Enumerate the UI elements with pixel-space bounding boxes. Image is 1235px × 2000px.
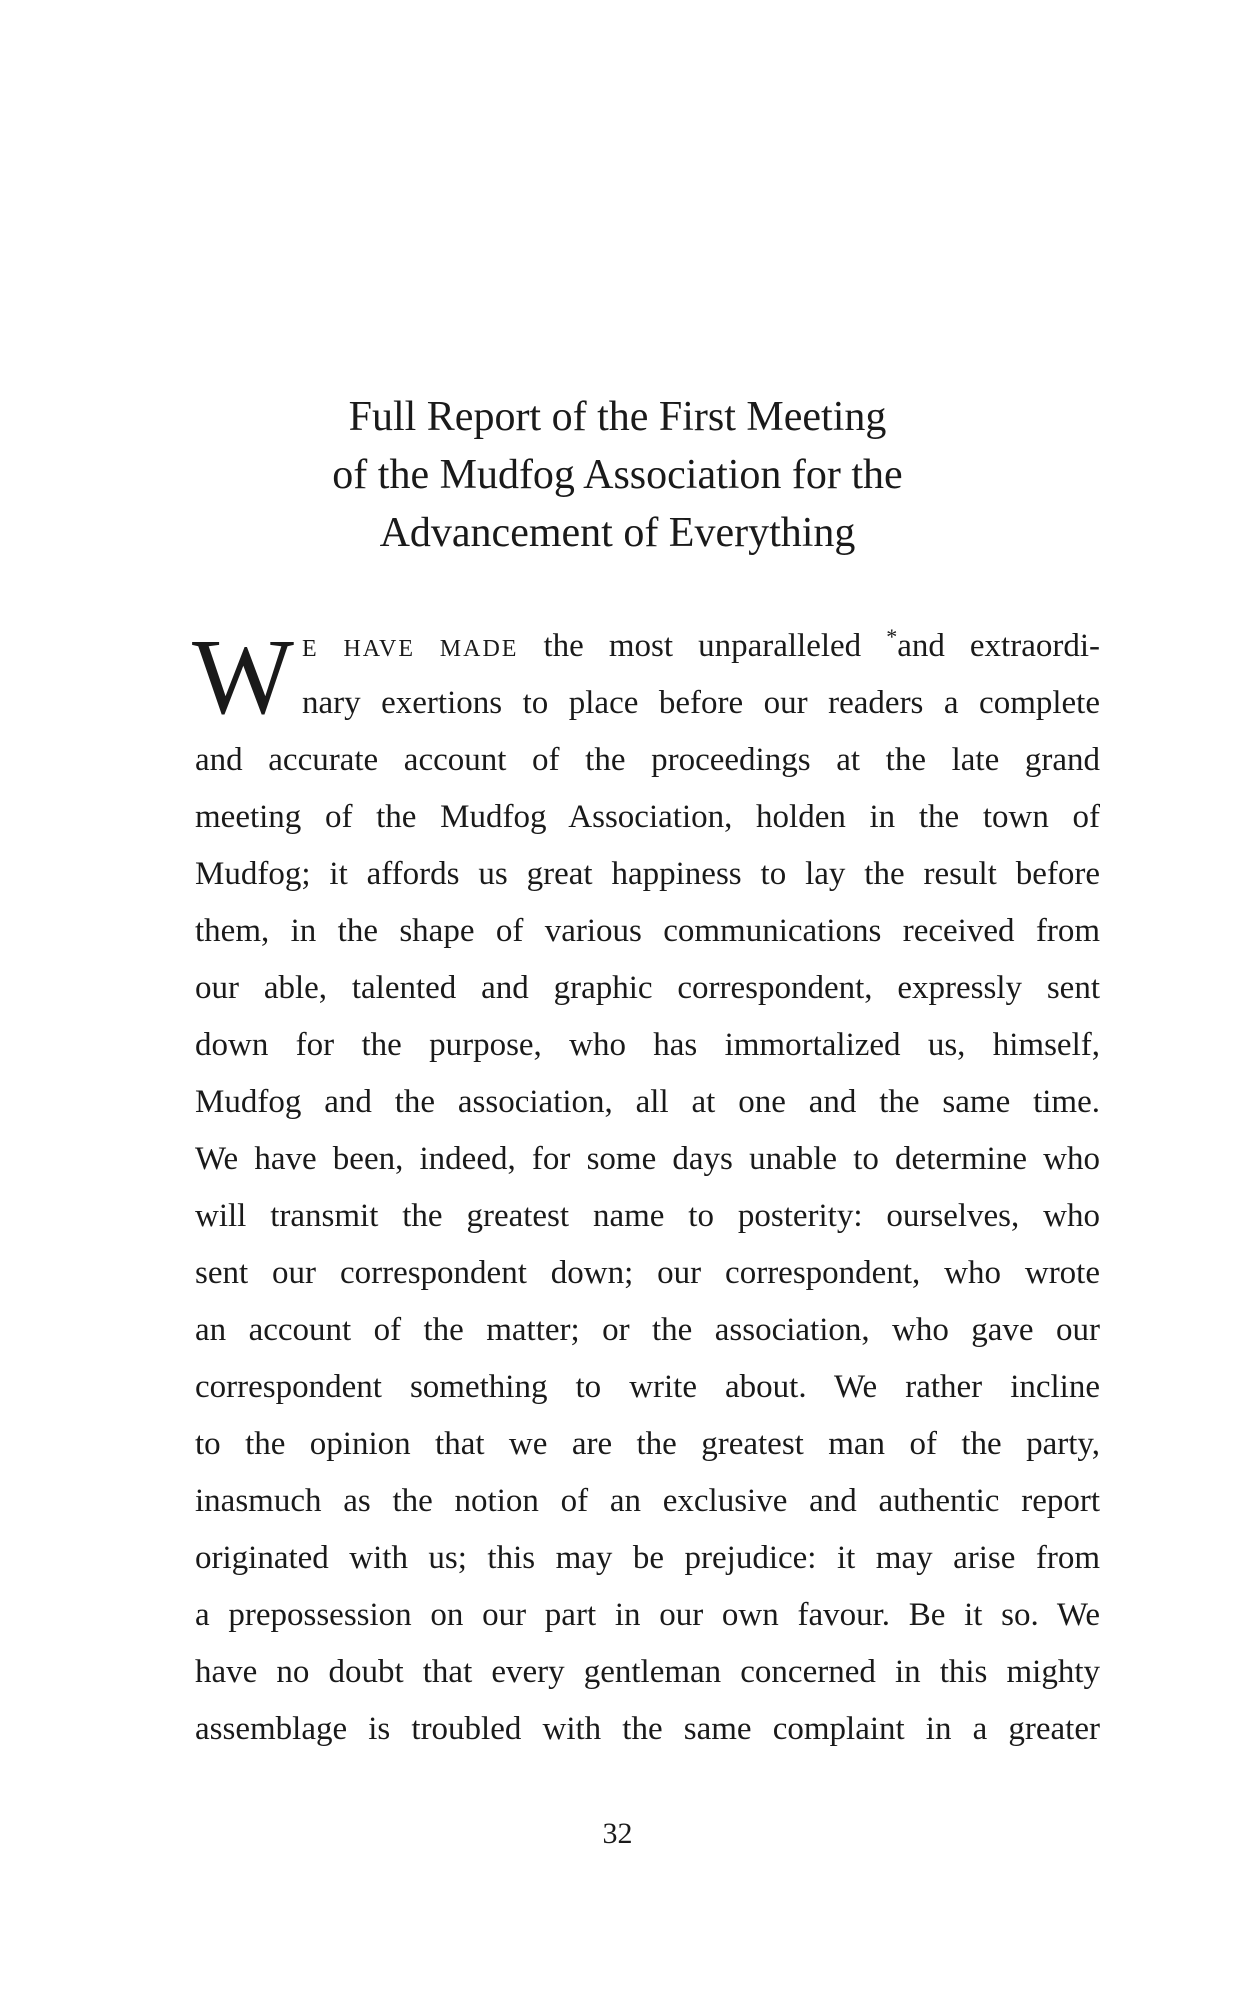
body-line-18: a prepossession on our part in our own favour. Be it so. We [195, 1597, 1100, 1633]
chapter-title [0, 388, 1235, 562]
footnote-mark: * [886, 624, 898, 649]
opening-text-end: and extraordi- [897, 628, 1101, 664]
body-line-10: We have been, indeed, for some days unable to determine who [195, 1141, 1100, 1177]
body-line-4: meeting of the Mudfog Association, holden in the town of [195, 799, 1100, 835]
page-number: 32 [602, 1817, 633, 1850]
body-line-9: Mudfog and the association, all at one and the same time. [195, 1084, 1100, 1120]
body-line-17: originated with us; this may be prejudice: it may arise from [195, 1540, 1100, 1576]
body-line-3: and accurate account of the proceedings at the late grand [195, 742, 1100, 778]
body-line-11: will transmit the greatest name to posterity: ourselves, who [195, 1198, 1100, 1234]
body-line-8: down for the purpose, who has immortalized us, himself, [195, 1027, 1100, 1063]
body-line-12: sent our correspondent down; our correspondent, who wrote [195, 1255, 1100, 1291]
body-line-2: nary exertions to place before our readers a complete [302, 685, 1100, 721]
body-line-16: inasmuch as the notion of an exclusive and authentic report [195, 1483, 1100, 1519]
body-line-7: our able, talented and graphic correspondent, expressly sent [195, 970, 1100, 1006]
body-line-5: Mudfog; it affords us great happiness to lay the result before [195, 856, 1100, 892]
body-line-6: them, in the shape of various communications received from [195, 913, 1100, 949]
body-line-14: correspondent something to write about. We rather incline [195, 1369, 1100, 1405]
body-line-1 [302, 626, 1100, 666]
chapter-title-line-3: Advancement of Everything [379, 510, 856, 556]
drop-cap: W [192, 618, 294, 737]
body-line-19: have no doubt that every gentleman concerned in this mighty [195, 1654, 1100, 1690]
body-line-13: an account of the matter; or the association, who gave our [195, 1312, 1100, 1348]
body-line-15: to the opinion that we are the greatest man of the party, [195, 1426, 1100, 1462]
chapter-title-line-1: Full Report of the First Meeting [348, 394, 887, 440]
body-line-20: assemblage is troubled with the same complaint in a greater [195, 1711, 1100, 1747]
opening-small-caps: E HAVE MADE [302, 636, 519, 662]
chapter-title-line-2: of the Mudfog Association for the [332, 452, 903, 498]
opening-text: the most unparalleled [518, 628, 887, 664]
